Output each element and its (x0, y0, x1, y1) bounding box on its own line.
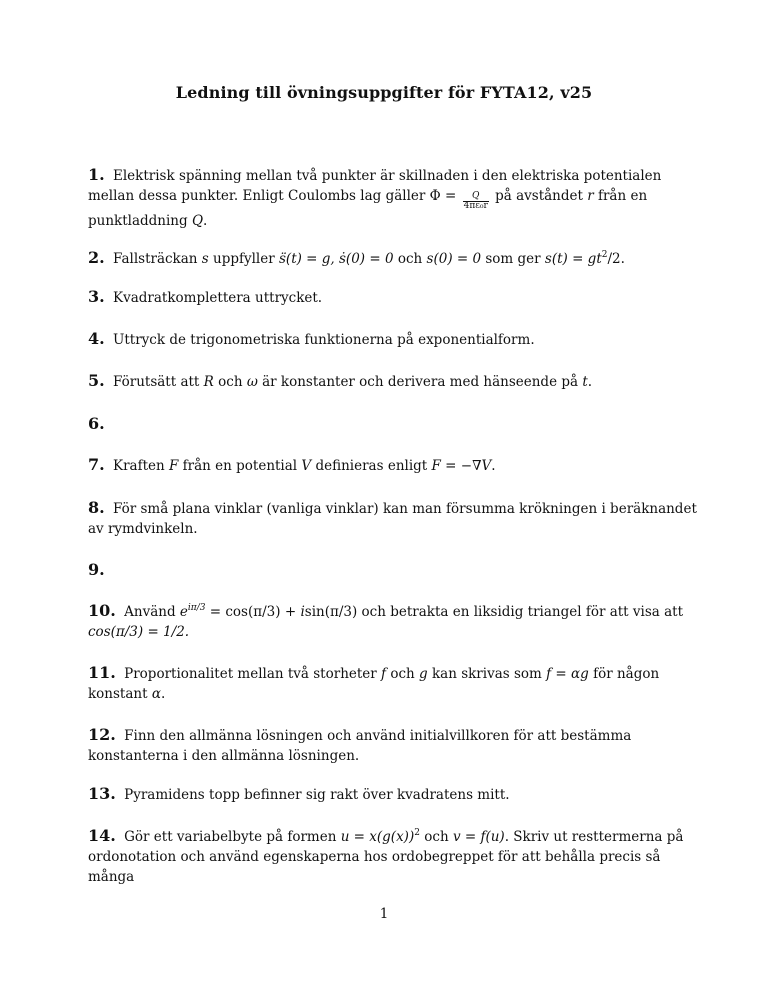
hint-item-13: 13. Pyramidens topp befinner sig rakt över kvadratens mitt. (88, 784, 510, 803)
hint-item-8: 8. För små plana vinklar (vanliga vinklar) kan man försumma krökningen i beräknandet av rymdvinkeln. (88, 498, 697, 537)
hint-item-12: 12. Finn den allmänna lösningen och använd initialvillkoren för att bestämma konstanterna i den allmänna lösningen. (88, 725, 632, 764)
item-text: Elektrisk spänning mellan två punkter är skillnaden i den elektriska potentialen mellan dessa punkter. Enligt Coulombs lag gäller Φ = (88, 168, 662, 204)
item-number: 10. (88, 601, 116, 620)
hint-item-10: 10. Använd $e^{i\pi/3} = \cos(\pi/3) + isin(\pi/3)$ och betrakta en liksidig triangel för att visa att cos(π/3) = 1/2. (88, 601, 684, 640)
hint-item-14: 14. Gör ett variabelbyte på formen $u = x(g(x))^2$ och v = f(u). Skriv ut resttermerna på ordonotation och använd egenskaperna hos ordobegreppet för att behålla precis så många (88, 826, 684, 885)
item-number: 9. (88, 560, 105, 579)
hint-item-11: 11. Proportionalitet mellan två storheter f och g kan skrivas som f = αg för någon konstant α. (88, 663, 660, 702)
page-number: 1 (379, 906, 389, 922)
hint-item-2: 2. Fallsträckan s uppfyller s̈(t) = g, ṡ(0) = 0 och s(0) = 0 som ger $s(t) = gt^2/2$. (88, 248, 625, 267)
item-number: 4. (88, 329, 105, 348)
hint-item-7: 7. Kraften F från en potential V definieras enligt F = −∇V. (88, 455, 496, 474)
item-number: 11. (88, 663, 116, 682)
item-number: 2. (88, 248, 105, 267)
item-number: 12. (88, 725, 116, 744)
hint-item-3: 3. Kvadratkomplettera uttrycket. (88, 287, 323, 306)
hint-item-9 (88, 560, 698, 581)
item-number: 5. (88, 371, 105, 390)
item-number: 13. (88, 784, 116, 803)
item-number: 7. (88, 455, 105, 474)
item-number: 1. (88, 165, 105, 184)
hint-item-4: 4. Uttryck de trigonometriska funktionerna på exponentialform. (88, 329, 535, 348)
hint-item-1: 1. Elektrisk spänning mellan två punkter är skillnaden i den elektriska potentialen mellan dessa punkter. Enligt Coulombs lag gäller Φ = $\frac{Q}{\text{4πε₀r}}$ på avståndet r från en punktladdning Q. (88, 165, 662, 229)
hint-item-6 (88, 414, 698, 435)
hint-item-5: 5. Förutsätt att R och ω är konstanter och derivera med hänseende på t. (88, 371, 593, 390)
item-number: 3. (88, 287, 105, 306)
page-title: Ledning till övningsuppgifter för FYTA12, v25 (175, 83, 593, 102)
item-number: 8. (88, 498, 105, 517)
fraction: $\frac{Q}{\text{4πε₀r}}$ (463, 191, 488, 211)
item-number: 6. (88, 414, 105, 433)
item-number: 14. (88, 826, 116, 845)
